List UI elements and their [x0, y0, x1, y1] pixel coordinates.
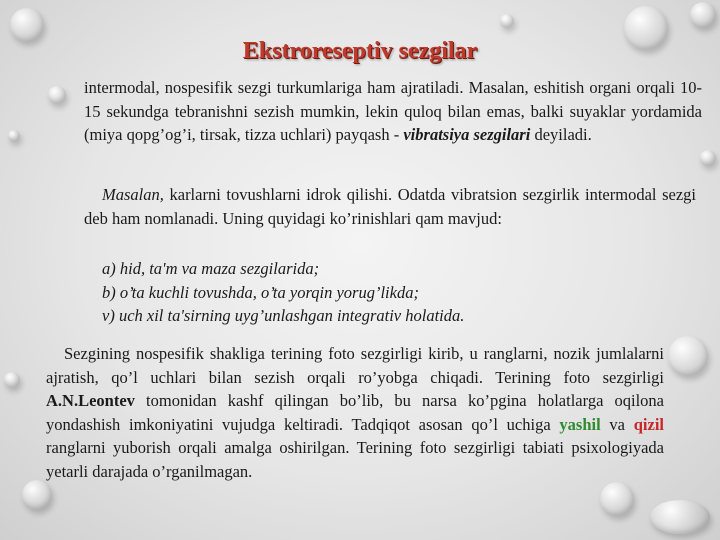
green-word: yashil — [559, 414, 601, 434]
slide-title: Ekstroreseptiv sezgilar — [242, 38, 478, 64]
paragraph-tail: deyiladi. — [530, 125, 592, 144]
paragraph-intermodal — [84, 76, 702, 147]
water-drop-decoration — [600, 482, 634, 516]
water-drop-decoration — [48, 86, 66, 104]
list-item: b) o’ta kuchli tovushda, o’ta yorqin yorug’likda; — [102, 282, 419, 302]
water-drop-decoration — [8, 130, 20, 142]
water-drop-decoration — [650, 500, 710, 534]
paragraph-text: ranglarni yuborish orqali amalga oshirilgan. Terining foto sezgirligi tabiati psixologiyada yetarli darajada o’rganilmagan. — [46, 438, 664, 481]
author-name: A.N.Leontev — [46, 391, 135, 410]
water-drop-decoration — [10, 8, 44, 42]
paragraph-text: va — [600, 414, 634, 434]
paragraph-text: tomonidan kashf qilingan bo’lib, bu narsa ko’pgina holatlarga oqilona yondashish imkoniyatini vujudga keltiradi. Tadqiqot asosan qo’l uchiga — [46, 391, 664, 434]
water-drop-decoration — [4, 372, 20, 388]
paragraph-text: Sezgining nospesifik shakliga terining foto sezgirligi kirib, u ranglarni, nozik jumlalarni ajratish, qo’l uchlari bilan sezish orqali ro’yobga chiqadi. Terining foto sezgirligi — [46, 344, 664, 387]
example-lead: Masalan, — [102, 185, 164, 204]
paragraph-text: karlarni tovushlarni idrok qilishi. Odatda vibratsion sezgirlik intermodal sezgi deb ham nomlanadi. Uning quyidagi ko’rinishlari qam mavjud: — [84, 185, 696, 228]
emphasized-term: vibratsiya sezgilari — [403, 125, 531, 144]
paragraph-example — [84, 183, 696, 230]
water-drop-decoration — [500, 14, 514, 28]
water-drop-decoration — [690, 2, 716, 28]
paragraph-text: intermodal, nospesifik sezgi turkumlariga ham ajratiladi. Masalan, eshitish organi orqali 10-15 sekundga tebranishni sezish mumkin, lekin quloq bilan emas, balki suyaklar yordamida (miya qopg’og’i, tirsak, tizza uchlari) payqash - — [84, 78, 702, 144]
red-word: qizil — [633, 414, 664, 434]
paragraph-photosensitivity — [46, 342, 664, 483]
list-item: v) uch xil ta'sirning uyg’unlashgan integrativ holatida. — [102, 306, 465, 325]
water-drop-decoration — [668, 336, 708, 376]
water-drop-decoration — [22, 480, 52, 510]
forms-list — [102, 257, 662, 328]
water-drop-decoration — [700, 150, 716, 166]
list-item: a) hid, ta'm va maza sezgilarida; — [102, 259, 320, 278]
